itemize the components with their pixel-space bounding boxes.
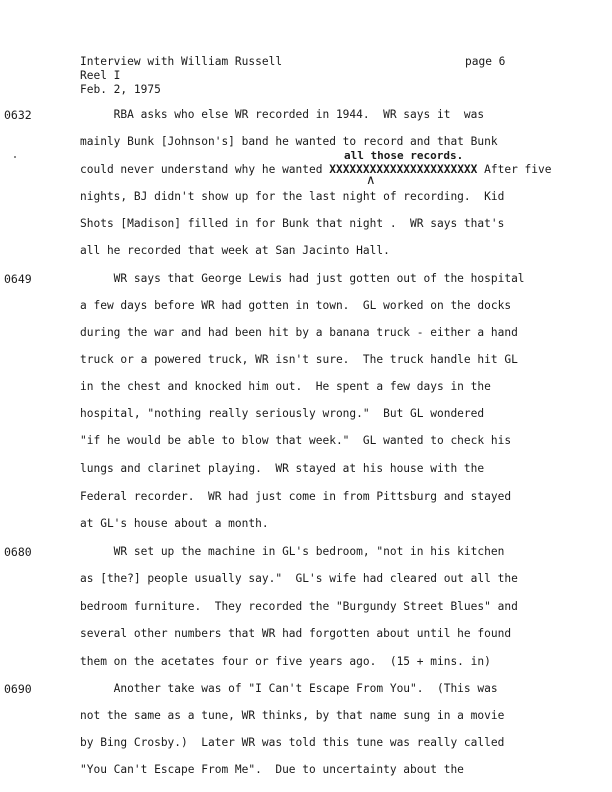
- text-line: by Bing Crosby.) Later WR was told this tune was really called: [80, 736, 505, 749]
- text-line: "if he would be able to blow that week." GL wanted to check his: [80, 434, 512, 447]
- text-line: them on the acetates four or five years ago. (15 + mins. in): [80, 655, 491, 668]
- text-line: truck or a powered truck, WR isn't sure. The truck handle hit GL: [80, 353, 518, 366]
- scan-speck: [14, 156, 16, 158]
- text-line: bedroom furniture. They recorded the "Burgundy Street Blues" and: [80, 600, 518, 613]
- text-line: Federal recorder. WR had just come in from Pittsburg and stayed: [80, 490, 512, 503]
- text-line: hospital, "nothing really seriously wrong." But GL wondered: [80, 407, 485, 420]
- text-line: several other numbers that WR had forgotten about until he found: [80, 627, 512, 640]
- text-line: during the war and had been hit by a banana truck - either a hand: [80, 326, 518, 339]
- text-line: a few days before WR had gotten in town. GL worked on the docks: [80, 299, 512, 312]
- text-segment: After five: [477, 163, 552, 176]
- text-line-with-strikeout: [80, 163, 552, 177]
- insertion-caret-icon: ∧: [366, 173, 376, 188]
- text-line: lungs and clarinet playing. WR stayed at his house with the: [80, 462, 485, 475]
- text-line: as [the?] people usually say." GL's wife had cleared out all the: [80, 572, 518, 585]
- struck-out-text: XXXXXXXXXXXXXXXXXXXXXX: [329, 163, 478, 176]
- text-line: "You Can't Escape From Me". Due to uncertainty about the: [80, 763, 464, 776]
- timecode: 0649: [4, 272, 32, 286]
- timecode: 0680: [4, 545, 32, 559]
- text-line: WR says that George Lewis had just gotten out of the hospital: [80, 272, 525, 285]
- text-line: mainly Bunk [Johnson's] band he wanted to record and that Bunk: [80, 135, 498, 148]
- text-line: nights, BJ didn't show up for the last night of recording. Kid: [80, 190, 505, 203]
- handwritten-insertion: all those records.: [344, 149, 464, 162]
- reel-label: Reel I: [80, 69, 121, 82]
- timecode: 0690: [4, 682, 32, 696]
- timecode: 0632: [4, 108, 32, 122]
- text-line: in the chest and knocked him out. He spent a few days in the: [80, 380, 491, 393]
- text-line: RBA asks who else WR recorded in 1944. WR says it was: [80, 108, 485, 121]
- text-line: at GL's house about a month.: [80, 517, 269, 530]
- interview-date: Feb. 2, 1975: [80, 83, 161, 96]
- text-line: WR set up the machine in GL's bedroom, "not in his kitchen: [80, 545, 505, 558]
- text-line: Shots [Madison] filled in for Bunk that night . WR says that's: [80, 217, 505, 230]
- document-title: Interview with William Russell: [80, 55, 283, 68]
- text-segment: could never understand why he wanted: [80, 163, 330, 176]
- text-line: Another take was of "I Can't Escape From You". (This was: [80, 682, 498, 695]
- text-line: not the same as a tune, WR thinks, by that name sung in a movie: [80, 709, 505, 722]
- text-line: all he recorded that week at San Jacinto Hall.: [80, 244, 390, 257]
- page-number: page 6: [465, 55, 506, 68]
